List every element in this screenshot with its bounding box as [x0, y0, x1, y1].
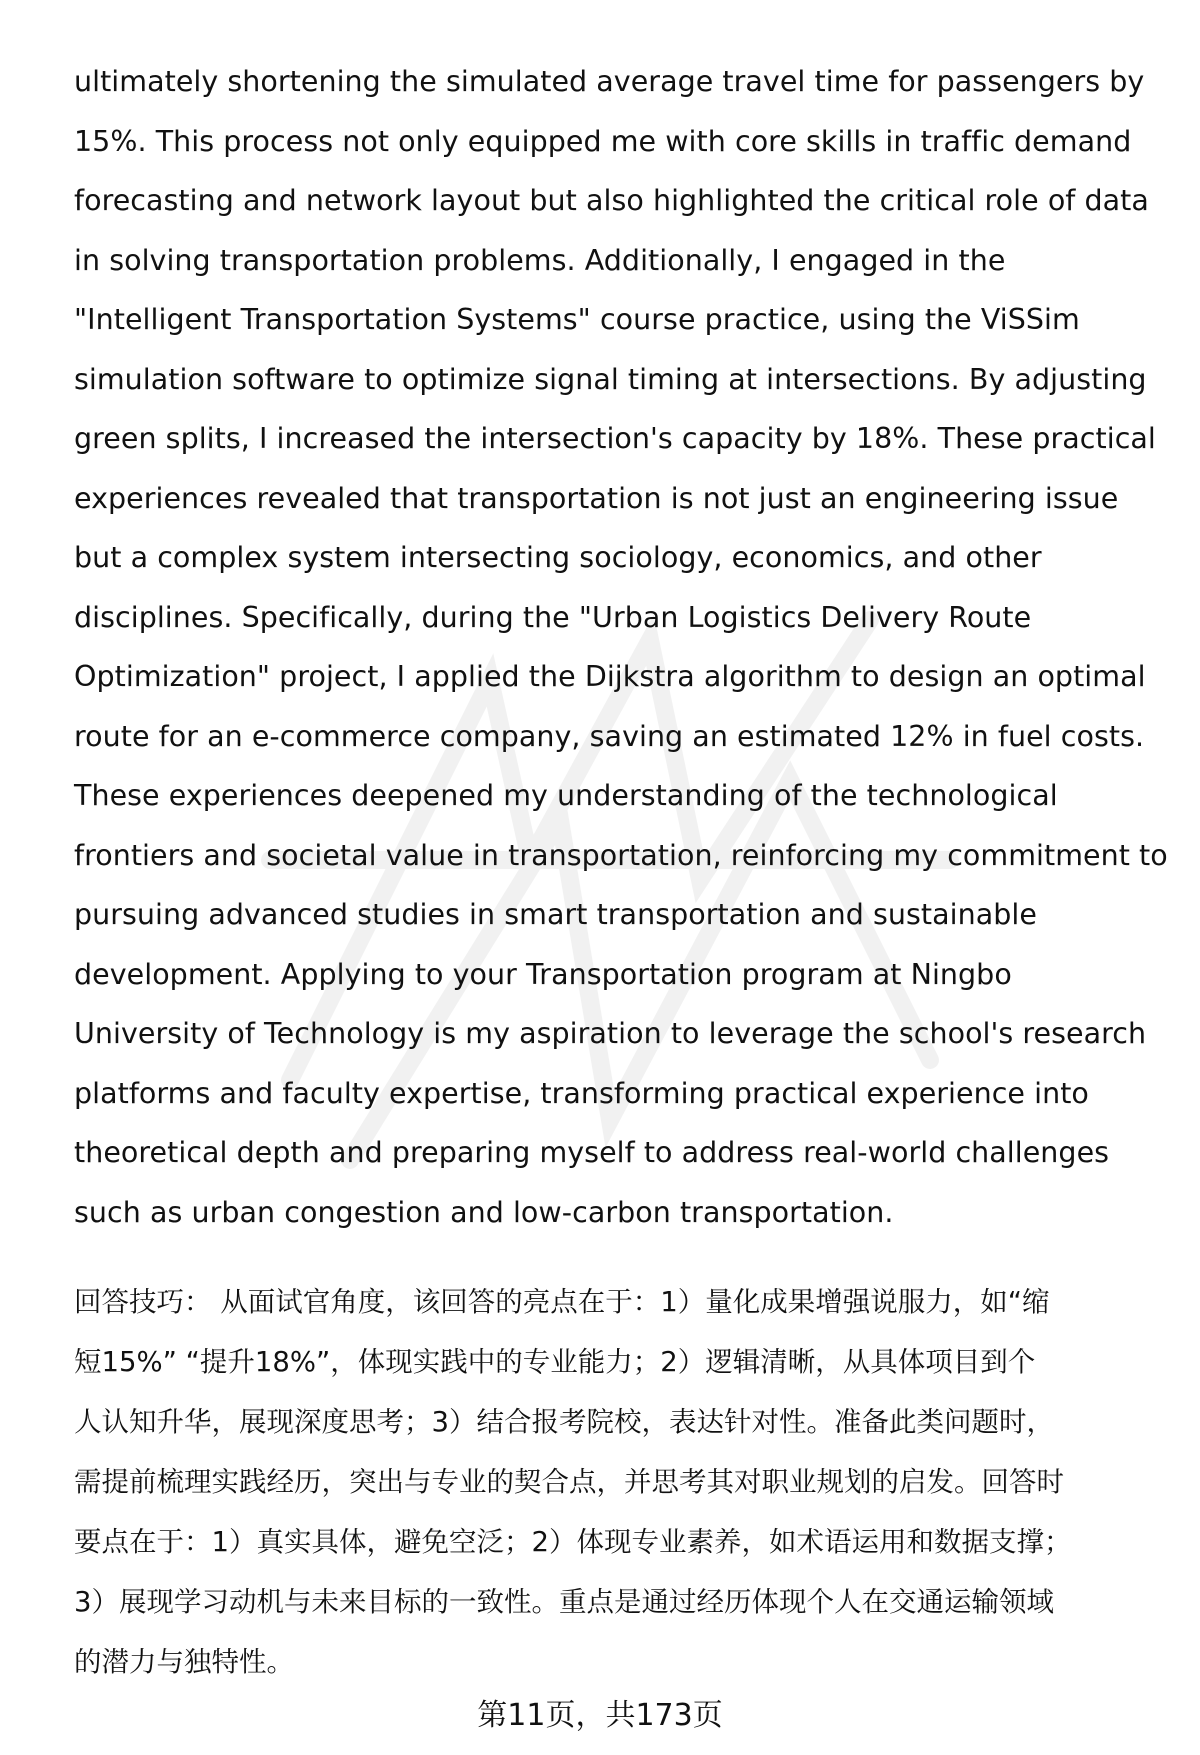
essay-line: Optimization" project, I applied the Dijkstra algorithm to design an optimal: [74, 660, 1146, 693]
essay-line: in solving transportation problems. Additionally, I engaged in the: [74, 243, 1006, 277]
essay-line: theoretical depth and preparing myself to address real-world challenges: [74, 1136, 1110, 1169]
essay-line: 15%. This process not only equipped me with core skills in traffic demand: [74, 124, 1132, 158]
essay-line: University of Technology is my aspiration to leverage the school's research: [74, 1017, 1147, 1050]
essay-line: ultimately shortening the simulated average travel time for passengers by: [74, 65, 1145, 98]
essay-line: frontiers and societal value in transportation, reinforcing my commitment to: [74, 838, 1168, 872]
essay-line: but a complex system intersecting sociology, economics, and other: [74, 541, 1042, 574]
page-number: 第11页，共173页: [477, 1698, 723, 1733]
essay-body: [74, 52, 1168, 1242]
essay-line: route for an e-commerce company, saving an estimated 12% in fuel costs.: [74, 719, 1145, 753]
tip-line: 的潜力与独特性。: [74, 1646, 294, 1678]
tip-line: 人认知升华，展现深度思考；3）结合报考院校，表达针对性。准备此类问题时，: [74, 1406, 1054, 1438]
essay-line: development. Applying to your Transportation program at Ningbo: [74, 957, 1012, 991]
tip-line: 回答技巧： 从面试官角度，该回答的亮点在于：1）量化成果增强说服力，如“缩: [74, 1286, 1050, 1318]
essay-line: disciplines. Specifically, during the "Urban Logistics Delivery Route: [74, 600, 1032, 634]
essay-line: green splits, I increased the intersection's capacity by 18%. These practical: [74, 422, 1156, 455]
essay-line: pursuing advanced studies in smart transportation and sustainable: [74, 898, 1037, 931]
tip-line: 短15%” “提升18%”，体现实践中的专业能力；2）逻辑清晰，从具体项目到个: [74, 1346, 1036, 1378]
essay-line: These experiences deepened my understanding of the technological: [74, 779, 1058, 812]
essay-line: forecasting and network layout but also highlighted the critical role of data: [74, 184, 1149, 217]
essay-line: simulation software to optimize signal timing at intersections. By adjusting: [74, 362, 1147, 396]
tip-line: 需提前梳理实践经历，突出与专业的契合点，并思考其对职业规划的启发。回答时: [74, 1466, 1064, 1498]
essay-line: "Intelligent Transportation Systems" course practice, using the ViSSim: [74, 303, 1080, 336]
essay-line: platforms and faculty expertise, transforming practical experience into: [74, 1076, 1089, 1110]
essay-line: such as urban congestion and low-carbon transportation.: [74, 1195, 894, 1229]
tip-line: 3）展现学习动机与未来目标的一致性。重点是通过经历体现个人在交通运输领域: [74, 1586, 1054, 1618]
tip-line: 要点在于：1）真实具体，避免空泛；2）体现专业素养，如术语运用和数据支撑；: [74, 1526, 1072, 1558]
essay-line: experiences revealed that transportation is not just an engineering issue: [74, 481, 1119, 515]
answer-tips: [74, 1272, 1154, 1692]
